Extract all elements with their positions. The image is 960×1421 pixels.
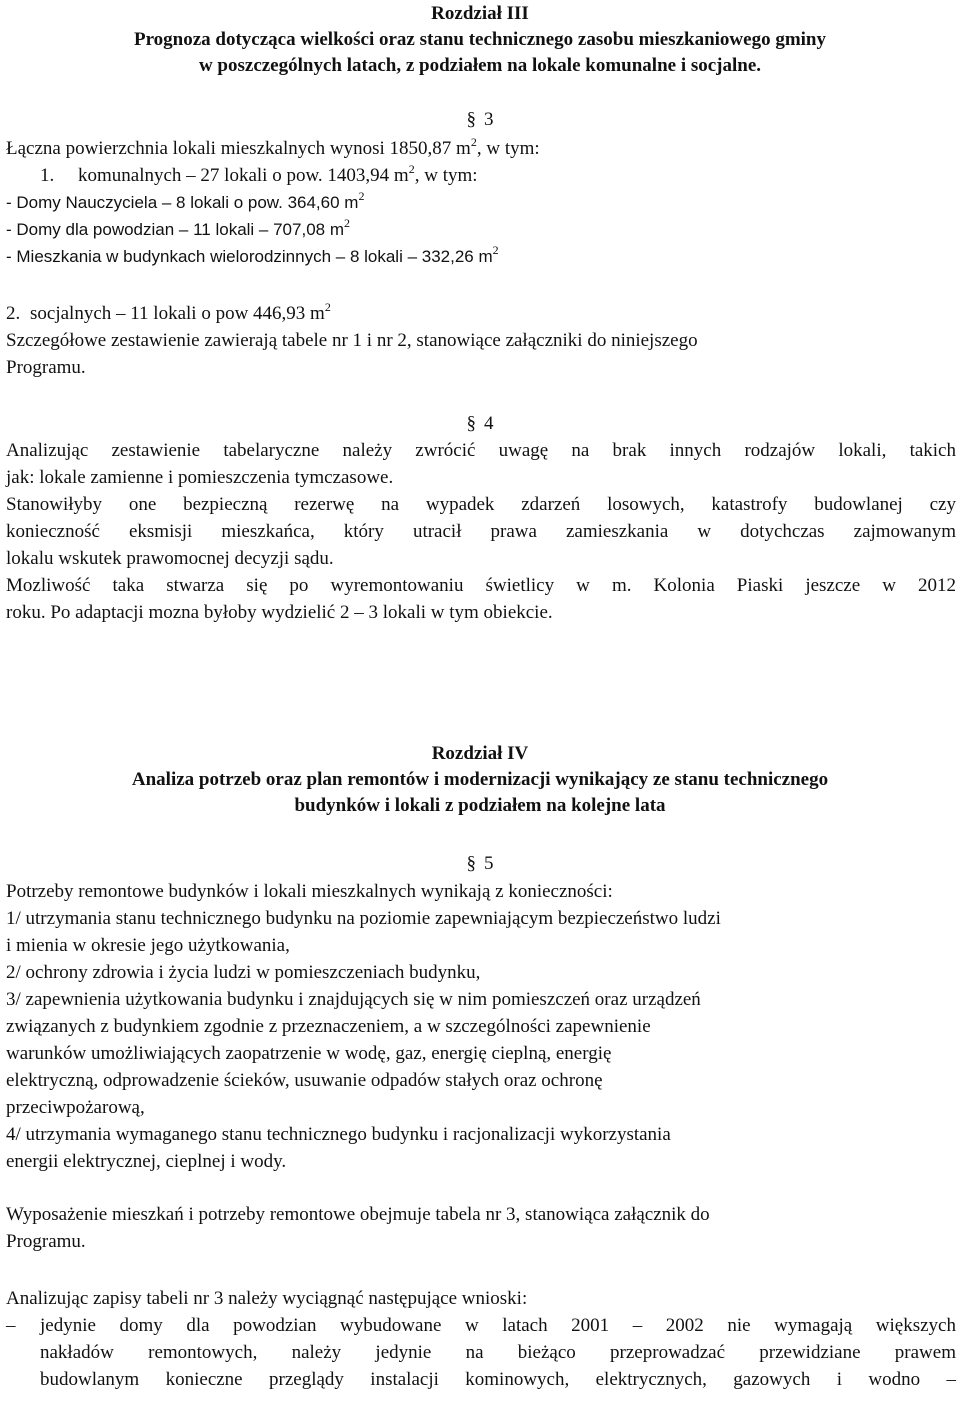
paragraph-line: Programu.	[6, 1231, 86, 1252]
section-symbol: §	[466, 109, 476, 130]
paragraph-line: jak: lokale zamienne i pomieszczenia tymczasowe.	[6, 467, 394, 488]
paragraph-line	[6, 137, 540, 162]
list-subitem	[6, 218, 350, 243]
paragraph-line: roku. Po adaptacji mozna byłoby wydzielić 2 – 3 lokali w tym obiekcie.	[6, 602, 553, 623]
text-fragment: - Domy Nauczyciela – 8 lokali o pow. 364,60 m	[6, 193, 359, 212]
paragraph-line: Stanowiłyby one bezpieczną rezerwę na wypadek zdarzeń losowych, katastrofy budowlanej czy	[6, 494, 956, 515]
paragraph-line: energii elektrycznej, cieplnej i wody.	[6, 1151, 287, 1172]
text-fragment: , w tym:	[414, 165, 478, 186]
paragraph-line: warunków umożliwiających zaopatrzenie w wodę, gaz, energię cieplną, energię	[6, 1043, 612, 1064]
bullet-dash: –	[6, 1315, 16, 1336]
paragraph-line: i mienia w okresie jego użytkowania,	[6, 935, 290, 956]
list-number: 2.	[6, 303, 21, 324]
list-item	[6, 302, 331, 327]
paragraph-line: Analizując zestawienie tabelaryczne należy zwrócić uwagę na brak innych rodzajów lokali, takich	[6, 440, 956, 461]
superscript: 2	[408, 162, 415, 176]
text-fragment: komunalnych – 27 lokali o pow. 1403,94 m	[78, 165, 409, 186]
superscript: 2	[470, 135, 477, 149]
superscript: 2	[324, 300, 331, 314]
list-item-line: nakładów remontowych, należy jedynie na bieżąco przeprowadzać przewidziane prawem	[40, 1342, 956, 1363]
paragraph-line: 2/ ochrony zdrowia i życia ludzi w pomieszczeniach budynku,	[6, 962, 481, 983]
text-fragment: - Domy dla powodzian – 11 lokali – 707,08 m	[6, 220, 344, 239]
section-number: 3	[484, 109, 494, 130]
paragraph-line: Wyposażenie mieszkań i potrzeby remontowe obejmuje tabela nr 3, stanowiąca załącznik do	[6, 1204, 710, 1225]
list-number: 1.	[40, 165, 55, 186]
superscript: 2	[492, 243, 499, 257]
superscript: 2	[358, 189, 365, 203]
list-subitem	[6, 191, 364, 216]
section-heading	[0, 852, 960, 876]
text-fragment: - Mieszkania w budynkach wielorodzinnych – 8 lokali – 332,26 m	[6, 247, 493, 266]
list-item-line: jedynie domy dla powodzian wybudowane w latach 2001 – 2002 nie wymagają większych	[40, 1315, 956, 1336]
paragraph-line: lokalu wskutek prawomocnej decyzji sądu.	[6, 548, 334, 569]
paragraph-line: 4/ utrzymania wymaganego stanu technicznego budynku i racjonalizacji wykorzystania	[6, 1124, 671, 1145]
paragraph-line: Programu.	[6, 357, 86, 378]
paragraph-line: 1/ utrzymania stanu technicznego budynku na poziomie zapewniającym bezpieczeństwo ludzi	[6, 908, 721, 929]
paragraph-line: Szczegółowe zestawienie zawierają tabele nr 1 i nr 2, stanowiące załączniki do niniejszego	[6, 330, 698, 351]
chapter-heading-line2: w poszczególnych latach, z podziałem na lokale komunalne i socjalne.	[198, 55, 762, 76]
section-heading	[0, 108, 960, 132]
paragraph-line: Mozliwość taka stwarza się po wyremontowaniu świetlicy w m. Kolonia Piaski jeszcze w 2012	[6, 575, 956, 596]
section-number: 5	[484, 853, 494, 874]
paragraph-line: przeciwpożarową,	[6, 1097, 145, 1118]
paragraph-line: elektryczną, odprowadzenie ścieków, usuwanie odpadów stałych oraz ochronę	[6, 1070, 603, 1091]
section-symbol: §	[466, 853, 476, 874]
superscript: 2	[343, 216, 350, 230]
paragraph-line: Potrzeby remontowe budynków i lokali mieszkalnych wynikają z konieczności:	[6, 881, 613, 902]
section-number: 4	[484, 413, 494, 434]
list-item	[40, 164, 478, 189]
paragraph-line: 3/ zapewnienia użytkowania budynku i znajdujących się w nim pomieszczeń oraz urządzeń	[6, 989, 701, 1010]
chapter-title: Rozdział IV	[431, 743, 529, 764]
section-symbol: §	[466, 413, 476, 434]
paragraph-line: Analizując zapisy tabeli nr 3 należy wyciągnąć następujące wnioski:	[6, 1288, 528, 1309]
chapter-heading-line1: Prognoza dotycząca wielkości oraz stanu technicznego zasobu mieszkaniowego gminy	[133, 29, 827, 50]
text-fragment: Łączna powierzchnia lokali mieszkalnych wynosi 1850,87 m	[6, 138, 471, 159]
chapter-heading-line1: Analiza potrzeb oraz plan remontów i modernizacji wynikający ze stanu technicznego	[131, 769, 829, 790]
chapter-title: Rozdział III	[431, 3, 529, 24]
text-fragment: , w tym:	[476, 138, 540, 159]
paragraph-line: związanych z budynkiem zgodnie z przeznaczeniem, a w szczególności zapewnienie	[6, 1016, 651, 1037]
text-fragment: socjalnych – 11 lokali o pow 446,93 m	[30, 303, 325, 324]
list-subitem	[6, 245, 499, 270]
list-item-line: budowlanym konieczne przeglądy instalacji kominowych, elektrycznych, gazowych i wodno –	[40, 1369, 956, 1390]
paragraph-line: konieczność eksmisji mieszkańca, który utracił prawa zamieszkania w dotychczas zajmowanym	[6, 521, 956, 542]
section-heading	[0, 412, 960, 436]
chapter-heading-line2: budynków i lokali z podziałem na kolejne lata	[294, 795, 666, 816]
